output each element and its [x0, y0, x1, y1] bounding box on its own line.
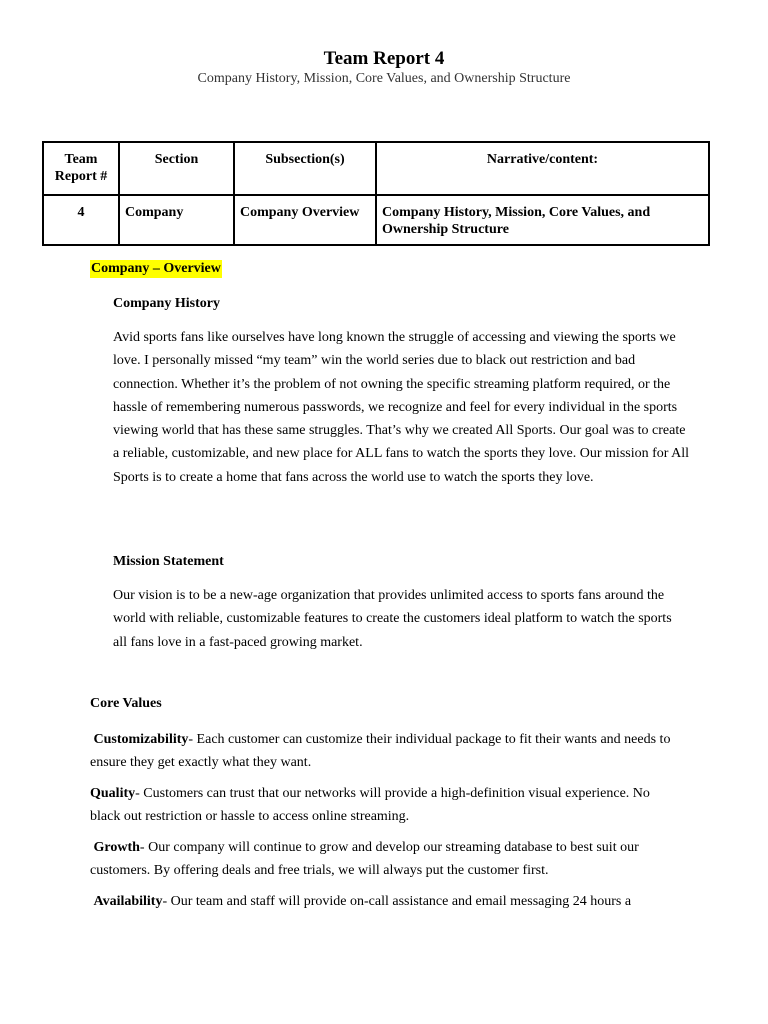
- core-value-term: Availability: [93, 894, 163, 909]
- header-section: Section: [119, 142, 234, 195]
- core-value-term: Quality: [90, 786, 136, 801]
- report-subtitle: Company History, Mission, Core Values, and Ownership Structure: [197, 71, 571, 86]
- cell-team-report: 4: [43, 195, 119, 245]
- core-value-term: Growth: [93, 840, 140, 855]
- core-value-customizability: [90, 728, 688, 774]
- core-value-term: Customizability: [93, 732, 189, 747]
- core-value-availability: [90, 890, 690, 913]
- core-value-growth: [90, 836, 670, 882]
- mission-heading: Mission Statement: [113, 554, 224, 569]
- report-table: [42, 141, 710, 246]
- core-value-text: - Each customer can customize their individual package to fit their wants and needs to ensure they get exactly what they want.: [90, 732, 671, 770]
- core-values-heading: Core Values: [90, 696, 162, 711]
- mission-paragraph: Our vision is to be a new-age organization that provides unlimited access to sports fans around the world with reliable, customizable features to create the customers ideal platform to watch the sports all fans love in a fast-paced growing market.: [113, 588, 672, 650]
- header-team-report: Team Report #: [43, 142, 119, 195]
- cell-subsection: Company Overview: [234, 195, 376, 245]
- cell-section: Company: [119, 195, 234, 245]
- table-header-row: [43, 142, 709, 195]
- section-heading-highlighted: Company – Overview: [91, 261, 221, 276]
- header-narrative: Narrative/content:: [376, 142, 709, 195]
- table-row: [43, 195, 709, 245]
- core-value-text: - Our company will continue to grow and develop our streaming database to best suit our customers. By offering deals and free trials, we will always put the customer first.: [90, 840, 639, 878]
- history-heading: Company History: [113, 296, 220, 311]
- header-subsection: Subsection(s): [234, 142, 376, 195]
- history-paragraph: Avid sports fans like ourselves have long known the struggle of accessing and viewing the sports we love. I personally missed “my team” win the world series due to black out restriction and bad connection. Whether it’s the problem of not owning the specific streaming platform required, or the hassle of remembering numerous passwords, we recognize and feel for every individual in the sports viewing world that has these same struggles. That’s why we created All Sports. Our goal was to create a reliable, customizable, and new place for ALL fans to watch the sports they love. Our mission for All Sports is to create a home that fans across the world use to watch the sports they love.: [113, 330, 690, 485]
- report-title: Team Report 4: [323, 48, 445, 69]
- core-value-text: - Our team and staff will provide on-call assistance and email messaging 24 hours a: [162, 894, 632, 909]
- core-value-text: - Customers can trust that our networks will provide a high-definition visual experience. No black out restriction or hassle to access online streaming.: [90, 786, 650, 824]
- cell-narrative: Company History, Mission, Core Values, and Ownership Structure: [376, 195, 709, 245]
- core-value-quality: [90, 782, 680, 828]
